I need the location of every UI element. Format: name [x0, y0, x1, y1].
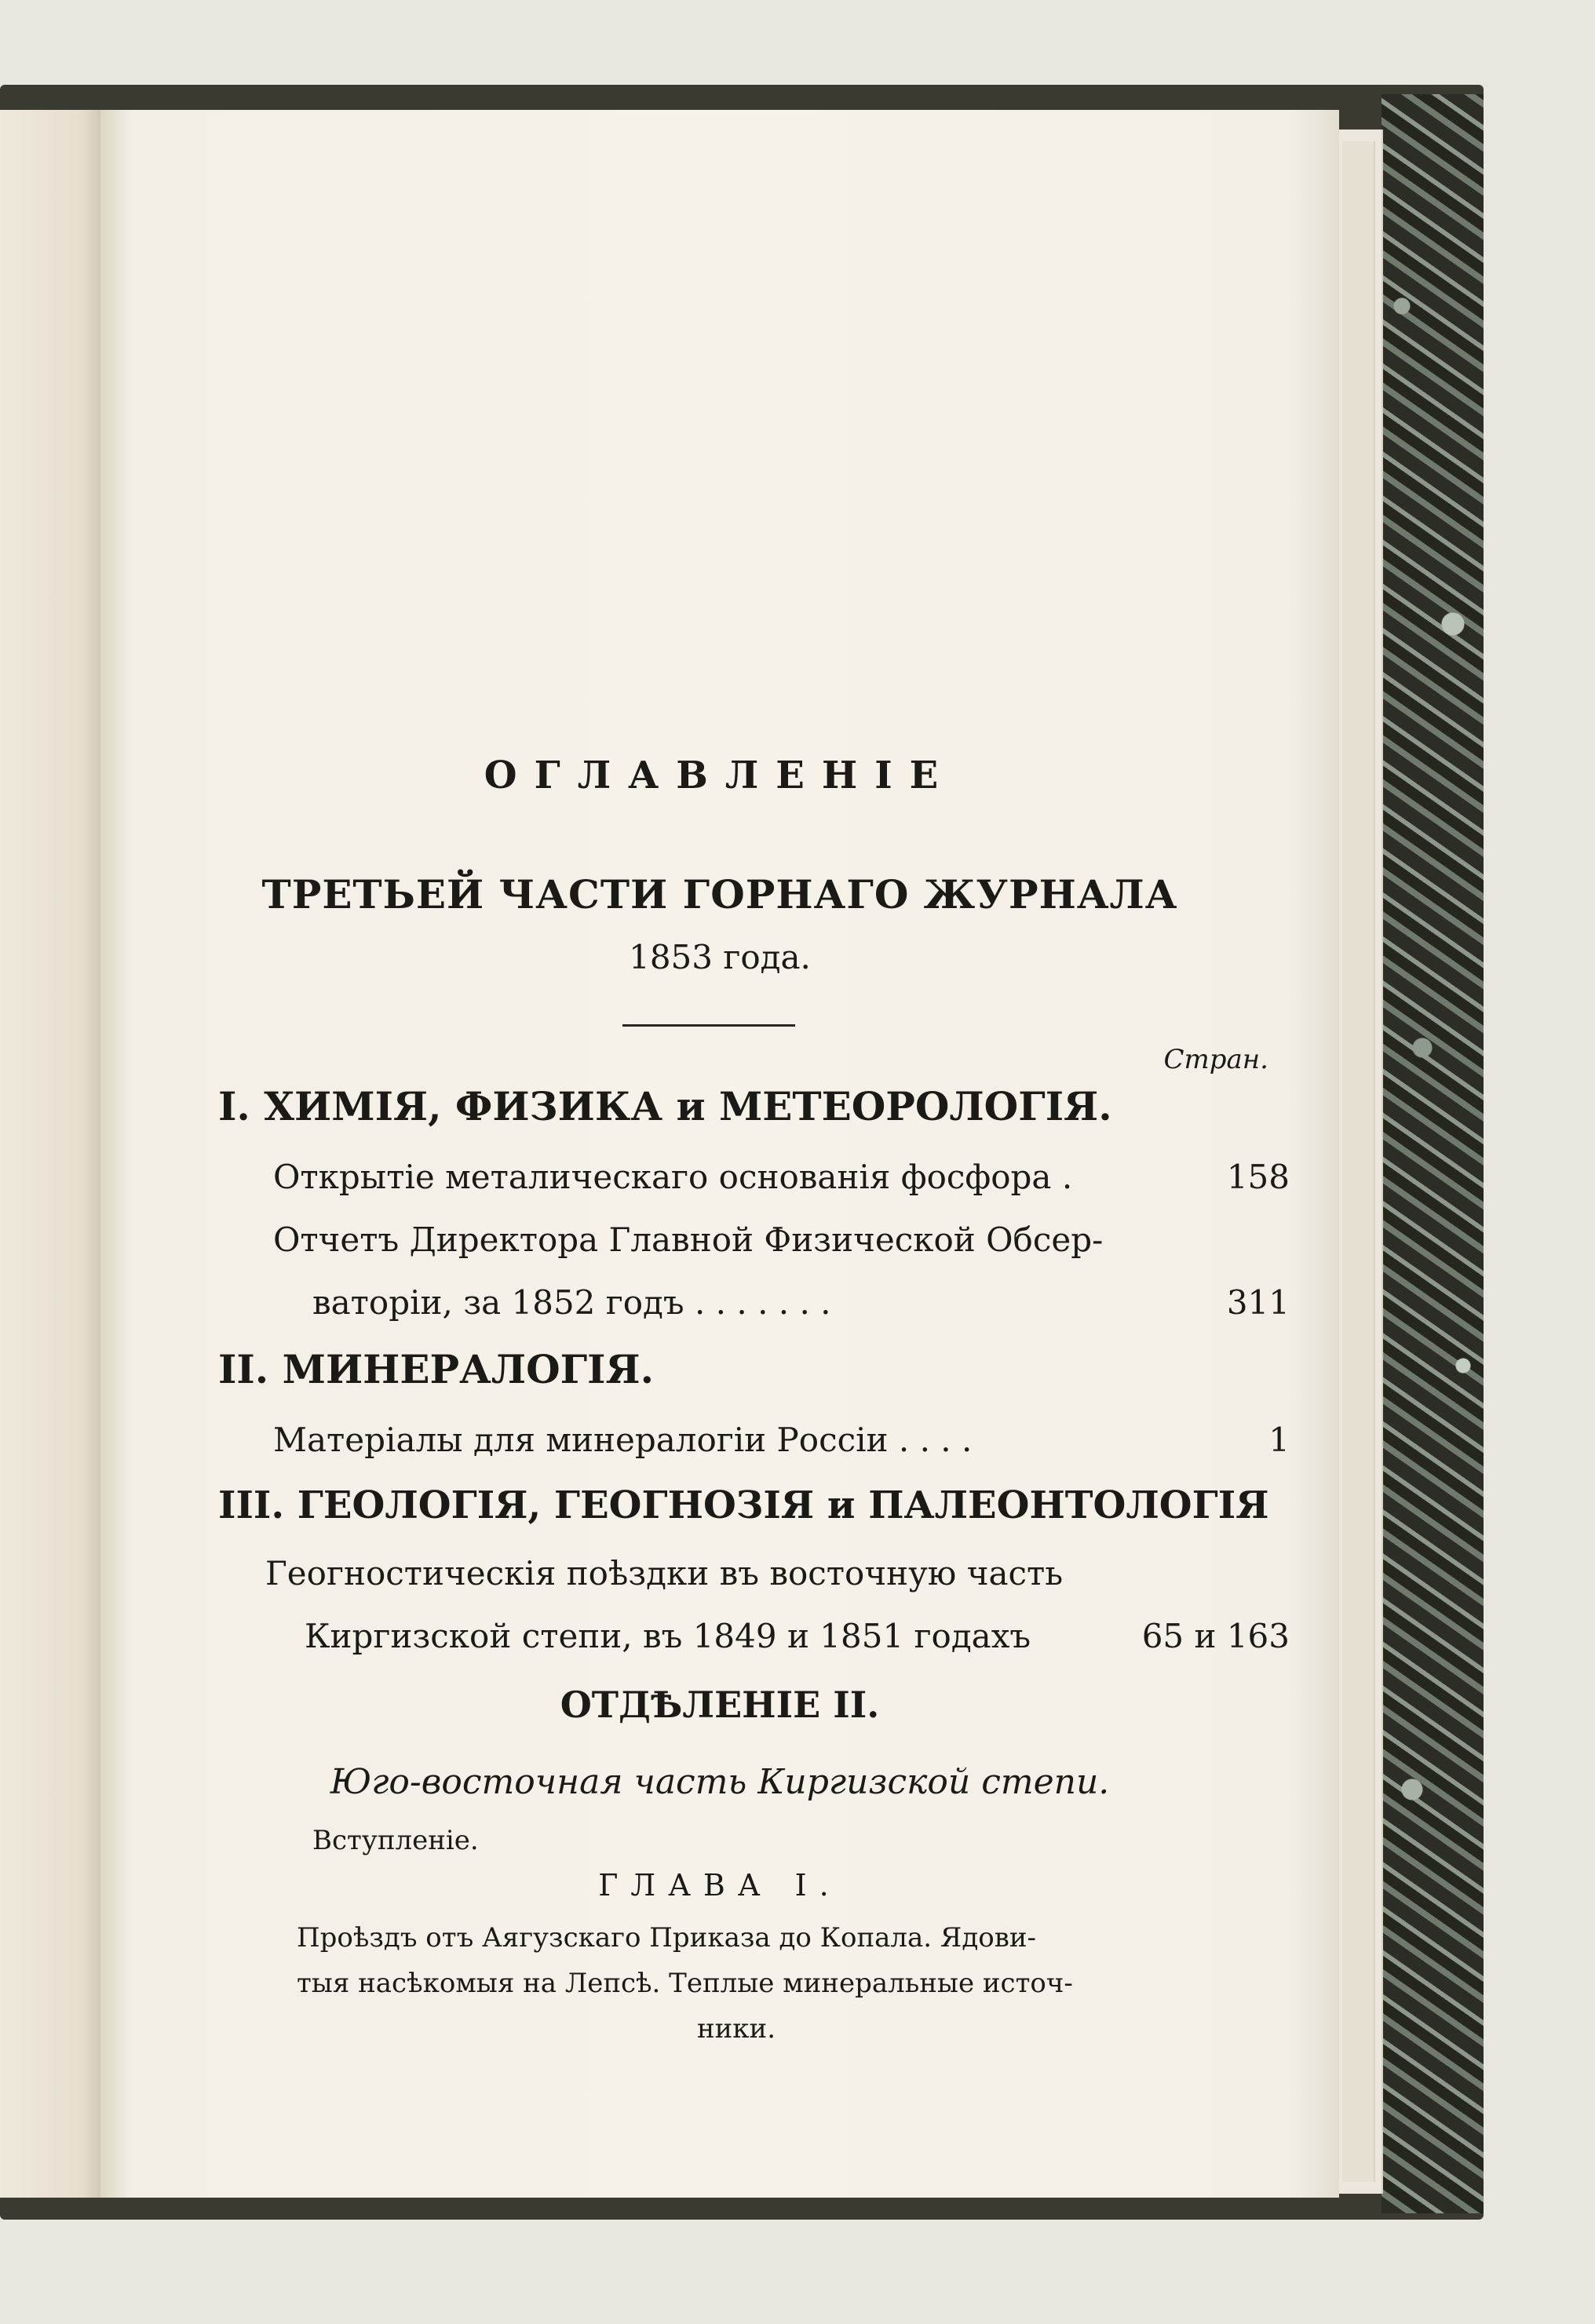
- toc-entry: [273, 1220, 1290, 1259]
- department-subtitle: Юго-восточная часть Киргизской степи.: [330, 1762, 1110, 1802]
- section-heading: II. МИНЕРАЛОГІЯ.: [218, 1346, 655, 1392]
- toc-entry-page: 158: [1226, 1158, 1290, 1196]
- page-subtitle: ТРЕТЬЕЙ ЧАСТИ ГОРНАГО ЖУРНАЛА: [261, 871, 1178, 918]
- marbled-edge: [1381, 94, 1484, 2213]
- toc-entry: [312, 1283, 1290, 1322]
- book-page: [100, 110, 1339, 2198]
- title-divider: [622, 1024, 795, 1027]
- toc-entry-text: Открытіе металическаго основанія фосфора .: [273, 1158, 1073, 1196]
- pages-column-label: Стран.: [1163, 1044, 1268, 1075]
- page-title: ОГЛАВЛЕНІЕ: [484, 753, 956, 797]
- chapter-line: тыя насѣкомыя на Лепсѣ. Теплые минеральные источ-: [297, 1968, 1073, 1999]
- toc-entry-page: 65 и 163: [1141, 1617, 1290, 1655]
- chapter-line: Проѣздъ отъ Аягузскаго Приказа до Копала. Ядови-: [297, 1922, 1037, 1954]
- toc-entry: [273, 1158, 1290, 1196]
- toc-entry-text: Отчетъ Директора Главной Физической Обсер-: [273, 1220, 1104, 1259]
- toc-entry-page: 1: [1268, 1421, 1290, 1459]
- page-year: 1853 года.: [629, 938, 811, 976]
- left-page: [0, 110, 102, 2198]
- toc-entry-text: Киргизской степи, въ 1849 и 1851 годахъ: [305, 1617, 1031, 1655]
- department-heading: ОТДѢЛЕНІЕ II.: [560, 1684, 880, 1726]
- toc-entry-text: Геогностическія поѣздки въ восточную часть: [265, 1554, 1064, 1593]
- toc-entry: [265, 1554, 1207, 1593]
- intro-label: Вступленіе.: [312, 1825, 479, 1856]
- toc-entry-text: ваторіи, за 1852 годъ . . . . . . .: [312, 1283, 831, 1322]
- toc-entry-text: Матеріалы для минералогіи Россіи . . . .: [273, 1421, 973, 1459]
- page-edges-inner: [1342, 141, 1375, 2182]
- section-heading: I. ХИМІЯ, ФИЗИКА и МЕТЕОРОЛОГІЯ.: [218, 1083, 1112, 1129]
- toc-entry: [273, 1421, 1290, 1459]
- chapter-line: ники.: [696, 2013, 776, 2045]
- chapter-heading: ГЛАВА I.: [598, 1868, 841, 1903]
- toc-entry-page: 311: [1226, 1283, 1290, 1322]
- section-heading: III. ГЕОЛОГІЯ, ГЕОГНОЗІЯ и ПАЛЕОНТОЛОГІЯ: [218, 1483, 1269, 1527]
- chapter-description: [297, 1915, 1176, 2052]
- toc-entry: [305, 1617, 1290, 1655]
